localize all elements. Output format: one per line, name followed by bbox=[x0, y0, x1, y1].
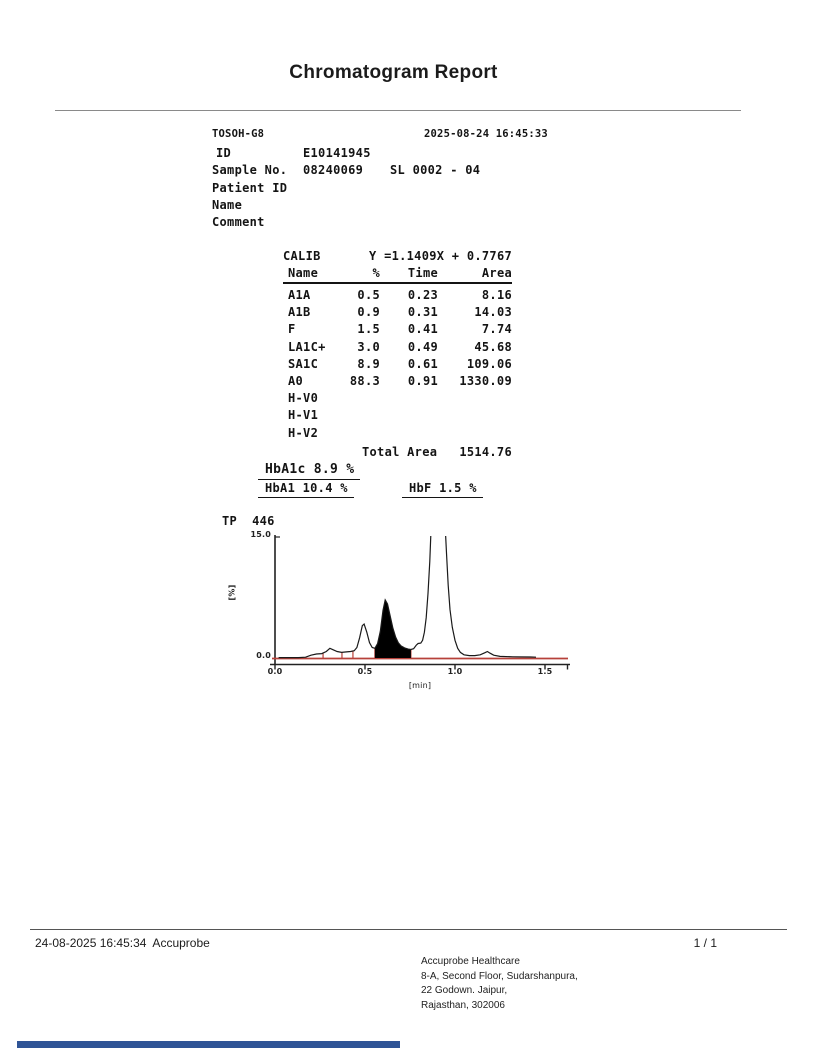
cell-name: SA1C bbox=[288, 357, 319, 371]
field-label-comment: Comment bbox=[212, 215, 265, 229]
chart-tp-label: TP 446 bbox=[222, 514, 275, 528]
field-label-id: ID bbox=[216, 146, 232, 160]
table-row bbox=[283, 288, 512, 304]
cell-time: 0.61 bbox=[407, 357, 438, 371]
table-row bbox=[283, 357, 512, 373]
calib-label: CALIB bbox=[283, 249, 321, 263]
cell-name: H-V1 bbox=[288, 408, 319, 422]
y-axis-label: [%] bbox=[227, 584, 237, 601]
field-value-sl: SL 0002 - 04 bbox=[390, 163, 481, 177]
cell-area: 109.06 bbox=[466, 357, 512, 371]
field-label-name: Name bbox=[212, 198, 243, 212]
x-tick-0: 0.0 bbox=[267, 667, 283, 676]
cell-time: 0.91 bbox=[407, 374, 438, 388]
col-name: Name bbox=[288, 266, 319, 280]
col-pct: % bbox=[372, 266, 380, 280]
cell-area: 7.74 bbox=[481, 322, 512, 336]
col-time: Time bbox=[407, 266, 438, 280]
x-tick-3: 1.5 bbox=[537, 667, 553, 676]
field-label-sample-no: Sample No. bbox=[212, 163, 288, 177]
x-tick-1: 0.5 bbox=[357, 667, 373, 676]
cell-pct: 0.9 bbox=[357, 305, 380, 319]
table-row bbox=[283, 374, 512, 390]
total-area-label: Total Area bbox=[362, 445, 438, 459]
cell-pct: 1.5 bbox=[357, 322, 380, 336]
field-value-sample-no: 08240069 bbox=[303, 163, 364, 177]
total-area-value: 1514.76 bbox=[459, 445, 512, 459]
y-tick-min: 0.0 bbox=[256, 651, 271, 660]
table-row bbox=[283, 340, 512, 356]
x-tick-2: 1.0 bbox=[447, 667, 463, 676]
page-title: Chromatogram Report bbox=[289, 62, 498, 83]
result-hbf: HbF 1.5 % bbox=[402, 481, 483, 498]
cell-name: LA1C+ bbox=[288, 340, 326, 354]
result-hba1c: HbA1c 8.9 % bbox=[258, 462, 360, 480]
cell-pct: 3.0 bbox=[357, 340, 380, 354]
org-address2: 22 Godown. Jaipur, bbox=[421, 985, 508, 996]
field-value-id: E10141945 bbox=[303, 146, 371, 160]
table-row bbox=[283, 408, 512, 424]
cell-time: 0.31 bbox=[407, 305, 438, 319]
cell-area: 45.68 bbox=[474, 340, 512, 354]
cell-name: A1B bbox=[288, 305, 311, 319]
cell-pct: 8.9 bbox=[357, 357, 380, 371]
chromatogram-plot bbox=[270, 532, 572, 674]
cell-name: F bbox=[288, 322, 296, 336]
cell-name: H-V2 bbox=[288, 426, 319, 440]
footer-divider bbox=[30, 929, 787, 930]
cell-pct: 88.3 bbox=[349, 374, 380, 388]
cell-area: 14.03 bbox=[474, 305, 512, 319]
header-divider bbox=[55, 110, 741, 111]
cell-time: 0.49 bbox=[407, 340, 438, 354]
table-header bbox=[283, 266, 512, 282]
device-name: TOSOH-G8 bbox=[212, 128, 265, 140]
calib-equation: Y =1.1409X + 0.7767 bbox=[369, 249, 512, 263]
cell-pct: 0.5 bbox=[357, 288, 380, 302]
y-tick-max: 15.0 bbox=[250, 530, 271, 539]
field-label-patient-id: Patient ID bbox=[212, 181, 288, 195]
footer-accent-bar bbox=[17, 1041, 400, 1048]
cell-time: 0.23 bbox=[407, 288, 438, 302]
org-address-block bbox=[421, 955, 578, 1013]
org-address1: 8-A, Second Floor, Sudarshanpura, bbox=[421, 970, 578, 982]
table-row bbox=[283, 391, 512, 407]
table-row bbox=[283, 426, 512, 442]
col-area: Area bbox=[481, 266, 512, 280]
cell-time: 0.41 bbox=[407, 322, 438, 336]
org-name: Accuprobe Healthcare bbox=[421, 956, 520, 967]
org-address3: Rajasthan, 302006 bbox=[421, 999, 505, 1011]
cell-area: 8.16 bbox=[481, 288, 512, 302]
result-hba1: HbA1 10.4 % bbox=[258, 481, 354, 498]
footer-left: 24-08-2025 16:45:34 Accuprobe bbox=[35, 936, 210, 950]
table-row bbox=[283, 305, 512, 321]
report-datetime: 2025-08-24 16:45:33 bbox=[424, 128, 548, 140]
cell-area: 1330.09 bbox=[459, 374, 512, 388]
cell-name: A1A bbox=[288, 288, 311, 302]
table-row bbox=[283, 322, 512, 338]
footer-page-number: 1 / 1 bbox=[693, 936, 717, 950]
x-axis-label: [min] bbox=[408, 681, 432, 690]
table-header-rule bbox=[283, 282, 512, 284]
chromatogram-trace bbox=[279, 532, 536, 658]
cell-name: H-V0 bbox=[288, 391, 319, 405]
cell-name: A0 bbox=[288, 374, 304, 388]
